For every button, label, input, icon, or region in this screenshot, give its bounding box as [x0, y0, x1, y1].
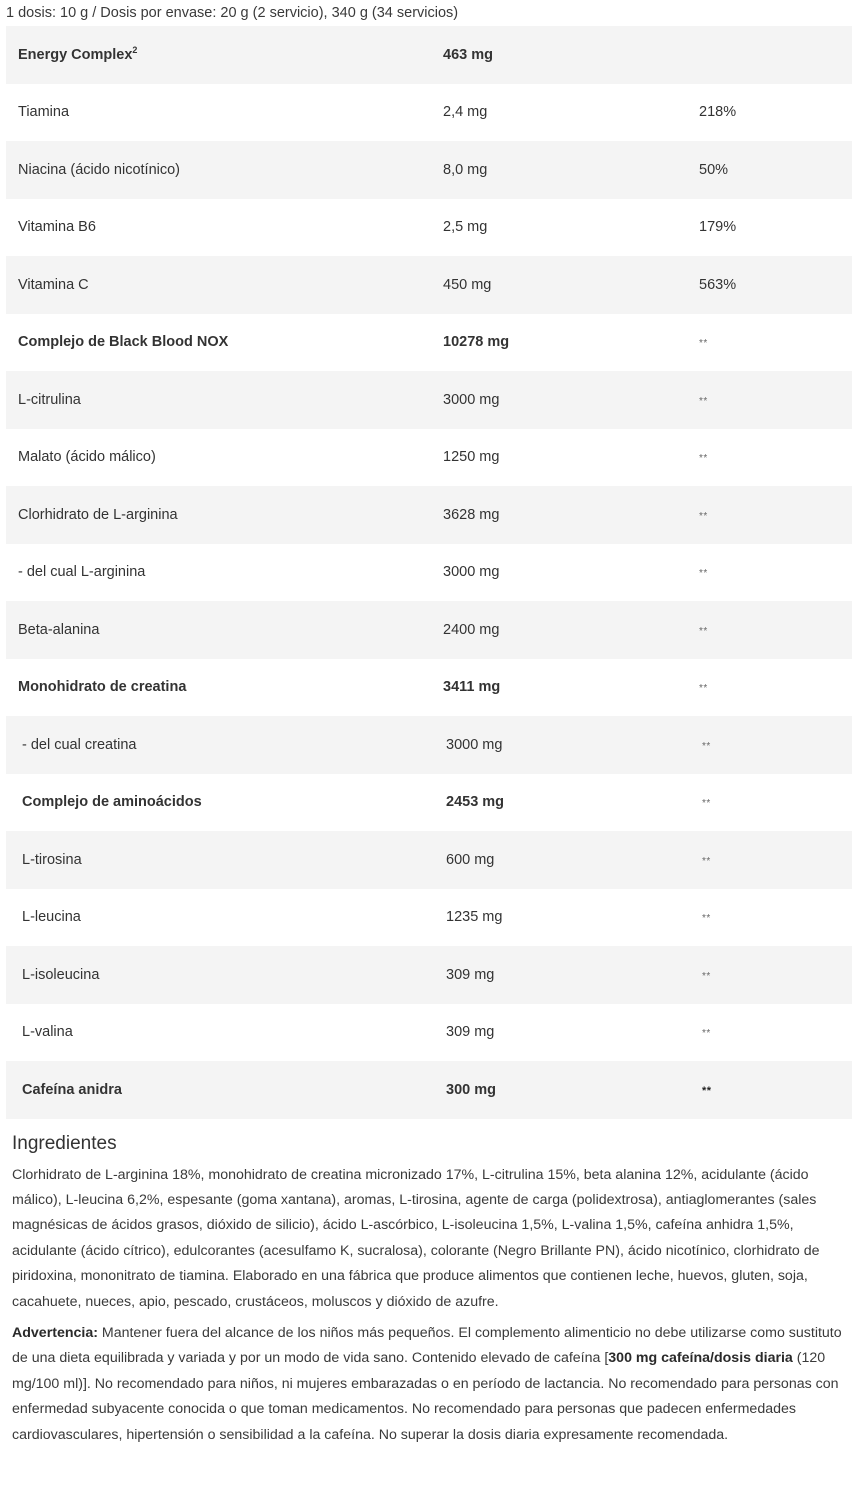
nutrient-rda: **: [702, 798, 711, 810]
table-row: [6, 1061, 852, 1119]
nutrient-rda: **: [702, 740, 711, 752]
nutrient-amount: 450 mg: [443, 276, 492, 293]
nutrient-amount: 1235 mg: [446, 909, 503, 926]
nutrient-name: L-leucina: [22, 909, 81, 926]
nutrient-rda: **: [699, 683, 708, 695]
nutrient-name: Niacina (ácido nicotínico): [18, 161, 180, 178]
table-row: [6, 831, 852, 889]
nutrient-name: L-citrulina: [18, 391, 81, 408]
nutrient-amount: 309 mg: [446, 966, 495, 983]
nutrient-amount: 8,0 mg: [443, 161, 488, 178]
nutrient-name: Energy Complex$^2$: [18, 44, 138, 63]
table-row: [6, 199, 852, 257]
nutrient-amount: 3628 mg: [443, 506, 500, 523]
nutrient-amount: 3000 mg: [443, 564, 500, 581]
nutrient-amount: 463 mg: [443, 46, 493, 63]
table-row: [6, 1004, 852, 1062]
table-row: [6, 889, 852, 947]
nutrient-amount: 3411 mg: [443, 679, 501, 696]
nutrient-rda: **: [702, 1028, 711, 1040]
nutrient-rda: **: [699, 453, 708, 465]
nutrition-table: [6, 26, 852, 1119]
table-row: [6, 774, 852, 832]
nutrient-rda: **: [699, 338, 708, 350]
warning-body-1: Mantener fuera del alcance de los niños más pequeños. El complemento alimenticio no debe utilizarse como sustituto de una dieta equilibrada y variada y por un modo de vida sano. Contenido elevado de cafeína [: [12, 1324, 842, 1367]
nutrient-amount: 1250 mg: [443, 449, 500, 466]
table-row: [6, 141, 852, 199]
nutrient-amount: 300 mg: [446, 1081, 496, 1098]
ingredients-title: Ingredientes: [12, 1132, 117, 1154]
footnote-marker: 2: [132, 44, 138, 55]
nutrient-name: Clorhidrato de L-arginina: [18, 506, 178, 523]
table-row: [6, 544, 852, 602]
table-row: [6, 486, 852, 544]
table-row: [6, 314, 852, 372]
nutrient-name: Monohidrato de creatina: [18, 679, 187, 696]
table-row: [6, 716, 852, 774]
nutrient-name: Tiamina: [18, 104, 70, 121]
nutrient-name: Cafeína anidra: [22, 1081, 122, 1098]
nutrient-name: Complejo de aminoácidos: [22, 794, 202, 811]
nutrient-name: Vitamina C: [18, 276, 89, 293]
table-row: [6, 659, 852, 717]
nutrient-rda: **: [702, 1084, 712, 1097]
nutrient-amount: 10278 mg: [443, 334, 510, 351]
nutrient-amount: 3000 mg: [443, 391, 500, 408]
nutrient-name: Vitamina B6: [18, 219, 96, 236]
warning-caffeine-dose: 300 mg cafeína/dosis diaria: [608, 1350, 793, 1367]
table-row: [6, 256, 852, 314]
nutrient-rda: **: [699, 510, 708, 522]
serving-info: 1 dosis: 10 g / Dosis por envase: 20 g (2 servicio), 340 g (34 servicios): [6, 5, 459, 21]
nutrient-amount: 2453 mg: [446, 794, 505, 811]
nutrient-name: L-valina: [22, 1024, 73, 1041]
nutrient-rda: 563%: [699, 276, 737, 293]
nutrient-rda: 50%: [699, 161, 729, 178]
ingredients-section: [0, 1119, 860, 1448]
nutrient-amount: 309 mg: [446, 1024, 495, 1041]
nutrient-amount: 3000 mg: [446, 736, 503, 753]
table-row: [6, 601, 852, 659]
nutrient-rda: **: [702, 913, 711, 925]
nutrient-amount: 600 mg: [446, 851, 495, 868]
table-row: [6, 26, 852, 84]
warning-text: [12, 1321, 848, 1448]
nutrient-name: Malato (ácido málico): [18, 449, 156, 466]
nutrient-rda: 179%: [699, 219, 737, 236]
nutrient-name: Complejo de Black Blood NOX: [18, 334, 229, 351]
ingredients-text: Clorhidrato de L-arginina 18%, monohidrato de creatina micronizado 17%, L-citrulina 15%, beta alanina 12%, acidulante (ácido málico), L-leucina 6,2%, espesante (goma xantana), aromas, L-tirosina, agente de carga (polidextrosa), antiaglomerantes (sales magnésicas de ácidos grasos, dióxido de silicio), ácido L-ascórbico, L-isoleucina 1,5%, L-valina 1,5%, cafeína anhidra 1,5%, acidulante (ácido cítrico), edulcorantes (acesulfamo K, sucralosa), colorante (Negro Brillante PN), ácido nicotínico, clorhidrato de piridoxina, mononitrato de tiamina. Elaborado en una fábrica que produce alimentos que contienen leche, huevos, gluten, soja, cacahuete, nueces, apio, pescado, crustáceos, moluscos y dióxido de azufre.: [12, 1166, 820, 1310]
nutrient-name: L-tirosina: [22, 851, 82, 868]
nutrient-name: L-isoleucina: [22, 966, 100, 983]
nutrient-rda: **: [699, 568, 708, 580]
warning-body-2: (120 mg/100 ml)]. No recomendado para niños, ni mujeres embarazadas o en período de lactancia. No recomendado para personas con enfermedad subyacente conocida o que toman medicamentos. No recomendado para personas que padecen enfermedades cardiovasculares, hipertensión o sensibilidad a la cafeína. No superar la dosis diaria expresamente recomendada.: [12, 1350, 839, 1443]
nutrient-rda: 218%: [699, 104, 737, 121]
nutrient-amount: 2,4 mg: [443, 104, 488, 121]
table-row: [6, 429, 852, 487]
nutrient-rda: **: [699, 395, 708, 407]
table-row: [6, 371, 852, 429]
nutrient-name: Beta-alanina: [18, 621, 100, 638]
nutrient-amount: 2400 mg: [443, 621, 500, 638]
nutrient-rda: **: [699, 625, 708, 637]
nutrient-amount: 2,5 mg: [443, 219, 488, 236]
warning-label: Advertencia:: [12, 1324, 98, 1341]
nutrient-name: - del cual creatina: [22, 736, 137, 753]
nutrient-name: - del cual L-arginina: [18, 564, 146, 581]
table-row: [6, 84, 852, 142]
nutrient-rda: **: [702, 855, 711, 867]
table-row: [6, 946, 852, 1004]
nutrient-rda: **: [702, 970, 711, 982]
